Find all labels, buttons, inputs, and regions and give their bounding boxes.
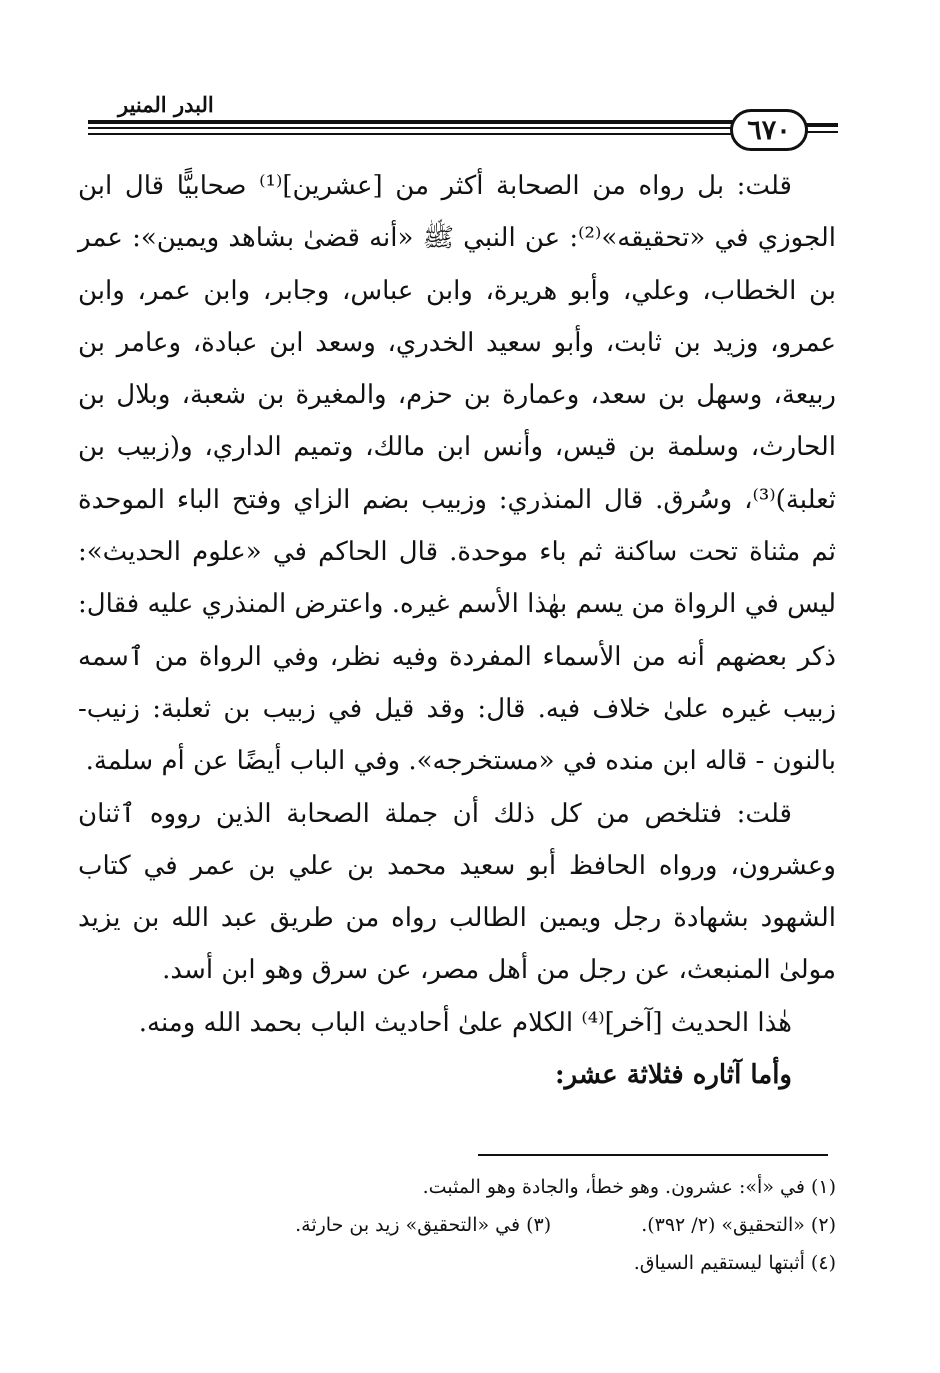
- footnote-row-2: [78, 1206, 836, 1244]
- header-rule-right-thin: [806, 131, 838, 133]
- paragraph-2: قلت: فتلخص من كل ذلك أن جملة الصحابة الذين رووه ٱثنان وعشرون، ورواه الحافظ أبو سعيد محمد بن علي بن عمر في كتاب الشهود بشهادة رجل ويمين الطالب رواه من طريق عبد الله بن يزيد مولىٰ المنبعث، عن رجل من أهل مصر، عن سرق وهو ابن أسد.: [78, 798, 836, 986]
- running-header-title: البدر المنير: [118, 92, 214, 117]
- paragraph-1: قلت: بل رواه من الصحابة أكثر من [عشرين]⁽¹⁾ صحابيًّا قال ابن الجوزي في «تحقيقه»⁽²⁾: عن النبي ﷺ «أنه قضىٰ بشاهد ويمين»: عمر بن الخطاب، وعلي، وأبو هريرة، وابن عباس، وجابر، وابن عمر، وابن عمرو، وزيد بن ثابت، وأبو سعيد الخدري، وسعد ابن عبادة، وعامر بن ربيعة، وسهل بن سعد، وعمارة بن حزم، والمغيرة بن شعبة، وبلال بن الحارث، وسلمة بن قيس، وأنس ابن مالك، وتميم الداري، و(زبيب بن ثعلبة)⁽³⁾، وسُرق. قال المنذري: وزبيب بضم الزاي وفتح الباء الموحدة ثم مثناة تحت ساكنة ثم باء موحدة. قال الحاكم في «علوم الحديث»: ليس في الرواة من يسم بهٰذا الأسم غيره. واعترض المنذري عليه فقال: ذكر بعضهم أنه من الأسماء المفردة وفيه نظر، وفي الرواة من ٱسمه زبيب غيره علىٰ خلاف فيه. قال: وقد قيل في زبيب بن ثعلبة: زنيب- بالنون - قاله ابن منده في «مستخرجه». وفي الباب أيضًا عن أم سلمة.: [78, 171, 836, 777]
- paragraph-3: هٰذا الحديث [آخر]⁽⁴⁾ الكلام علىٰ أحاديث الباب بحمد الله ومنه.: [138, 1007, 792, 1038]
- footnote-3: (٣) في «التحقيق» زيد بن حارثة.: [295, 1214, 552, 1236]
- header-rule-thick: [88, 120, 736, 124]
- page-number: ٦٧٠: [730, 109, 808, 151]
- footnote-separator: [478, 1154, 828, 1156]
- section-heading: وأما آثاره فثلاثة عشر:: [555, 1060, 792, 1091]
- footnote-4: (٤) أثبتها ليستقيم السياق.: [633, 1252, 836, 1274]
- header-rule-right: [806, 123, 838, 127]
- footnote-2: (٢) «التحقيق» (٢/ ٣٩٢).: [641, 1214, 836, 1236]
- header-rule-thin-2: [88, 133, 736, 135]
- main-text: [78, 160, 836, 1101]
- header-rule-thin-1: [88, 127, 736, 129]
- footnote-1: (١) في «أ»: عشرون. وهو خطأ، والجادة وهو المثبت.: [422, 1176, 836, 1198]
- footnotes: [78, 1168, 836, 1282]
